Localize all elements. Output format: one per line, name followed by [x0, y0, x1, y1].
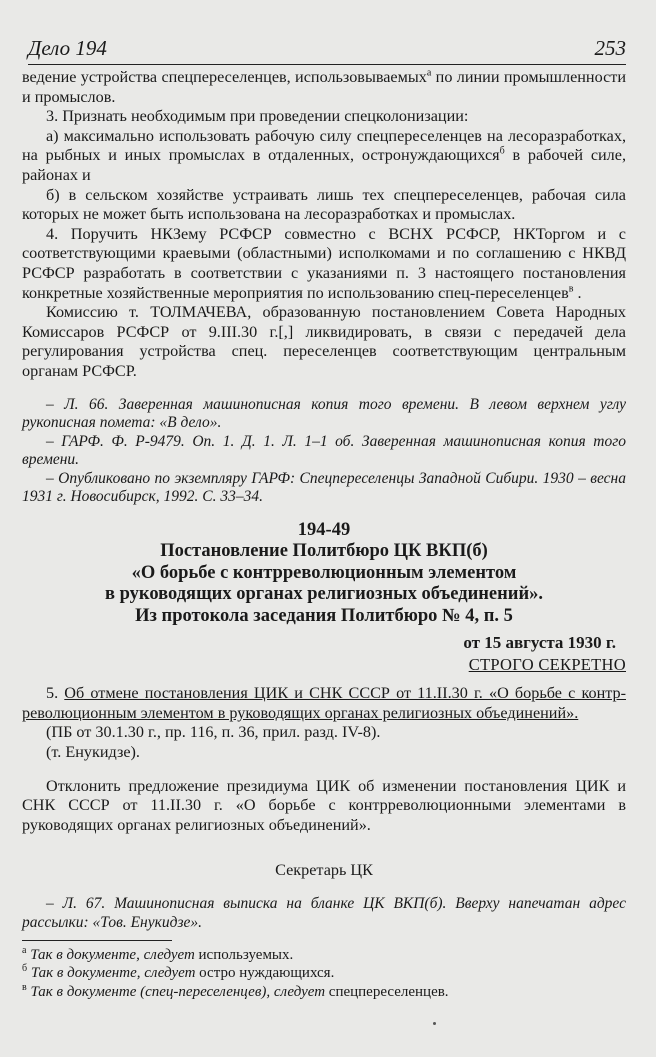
footnote: $^б$ Так в документе, следует остро нуждающихся. — [22, 963, 335, 982]
case-number: Дело 194 — [28, 36, 107, 60]
footnote-mark: в — [568, 283, 574, 295]
archival-note: – ГАРФ. Ф. Р-9479. Оп. 1. Д. 1. Л. 1–1 об. Заверенная машинописная копия того времени. — [22, 432, 626, 469]
document-date: от 15 августа 1930 г. — [463, 633, 616, 653]
title-line: в руководящих органах религиозных объединений». — [105, 584, 543, 605]
footnote: $^а$ Так в документе, следует используемых. — [22, 945, 294, 963]
title-line: «О борьбе с контрреволюционным элементом — [131, 562, 517, 583]
print-speck — [433, 1022, 436, 1025]
paragraph-item-3: 3. Признать необходимым при проведении спецколонизации: — [46, 107, 469, 126]
title-line: Из протокола заседания Политбюро № 4, п. 5 — [135, 605, 513, 626]
paragraph-item-3a: а) максимально использовать рабочую силу спецпереселенцев на лесоразработках, на рыбных и иных промыслах в отдаленных, остронуждающихся$^б$ в рабочей силе, районах и — [22, 126, 626, 184]
footnote: $^в$ Так в документе (спец-переселенцев), следует спецпереселенцев. — [22, 981, 449, 1000]
footnote-mark: б — [499, 145, 505, 157]
footnote-divider — [22, 940, 172, 941]
paragraph-commission: Комиссию т. ТОЛМАЧЕВА, образованную постановлением Совета Народных Комиссаров РСФСР от 9.III.30 г.[,] ликвидировать, в связи с передачей дела регулирования устройства спец. переселенцев соответствующим центральным органам РСФСР. — [22, 303, 626, 380]
title-line: Постановление Политбюро ЦК ВКП(б) — [160, 541, 488, 562]
document-number: 194-49 — [297, 520, 351, 541]
archival-notes — [22, 396, 626, 508]
paragraph-item-4: 4. Поручить НКЗему РСФСР совместно с ВСНХ РСФСР, НКТоргом и с соответствующими краевыми (областными) исполкомами и по соглашению с НКВД РСФСР разработать в соответствии с указаниями п. 3 настоящего постановления конкретные хозяйственные мероприятия по использованию спец-переселенцев$^в$ . — [22, 224, 626, 302]
page-number: 253 — [594, 36, 626, 60]
page-body — [22, 68, 626, 932]
document-title — [22, 541, 626, 627]
archival-note: – Опубликовано по экземпляру ГАРФ: Спецпереселенцы Западной Сибири. 1930 – весна 1931 г. Новосибирск, 1992. С. 33–34. — [22, 469, 626, 506]
item-5-heading: 5. Об отмене постановления ЦИК и СНК СССР от 11.II.30 г. «О борьбе с контр-революционным элементом в руководящих органах религиозных объединений». — [22, 684, 626, 722]
page-header — [28, 34, 626, 65]
signature: Секретарь ЦК — [275, 861, 373, 880]
item-5-speaker: (т. Енукидзе). — [46, 743, 140, 762]
archival-note: – Л. 66. Заверенная машинописная копия того времени. В левом верхнем углу рукописная помета: «В дело». — [22, 395, 626, 432]
paragraph-item-3b: б) в сельском хозяйстве устраивать лишь тех спецпереселенцев, рабочая сила которых не может быть использована на лесоразработках и промыслах. — [22, 185, 626, 224]
paragraph-continuation: ведение устройства спецпереселенцев, использовываемых$^а$ по линии промышленности и промыслов. — [22, 67, 626, 106]
archival-note-2: – Л. 67. Машинописная выписка на бланке ЦК ВКП(б). Вверху напечатан адрес рассылки: «Тов. Енукидзе». — [22, 895, 626, 931]
item-5-decision: Отклонить предложение президиума ЦИК об изменении постановления ЦИК и СНК СССР от 11.II.30 г. «О борьбе с контрреволюционными элементами в руководящих органах религиозных объединений». — [22, 776, 626, 834]
footnote-mark: а — [426, 67, 432, 79]
classification-stamp: СТРОГО СЕКРЕТНО — [468, 654, 626, 674]
item-5-reference: (ПБ от 30.1.30 г., пр. 116, п. 36, прил. разд. IV-8). — [46, 723, 381, 742]
footnotes — [22, 946, 626, 1001]
